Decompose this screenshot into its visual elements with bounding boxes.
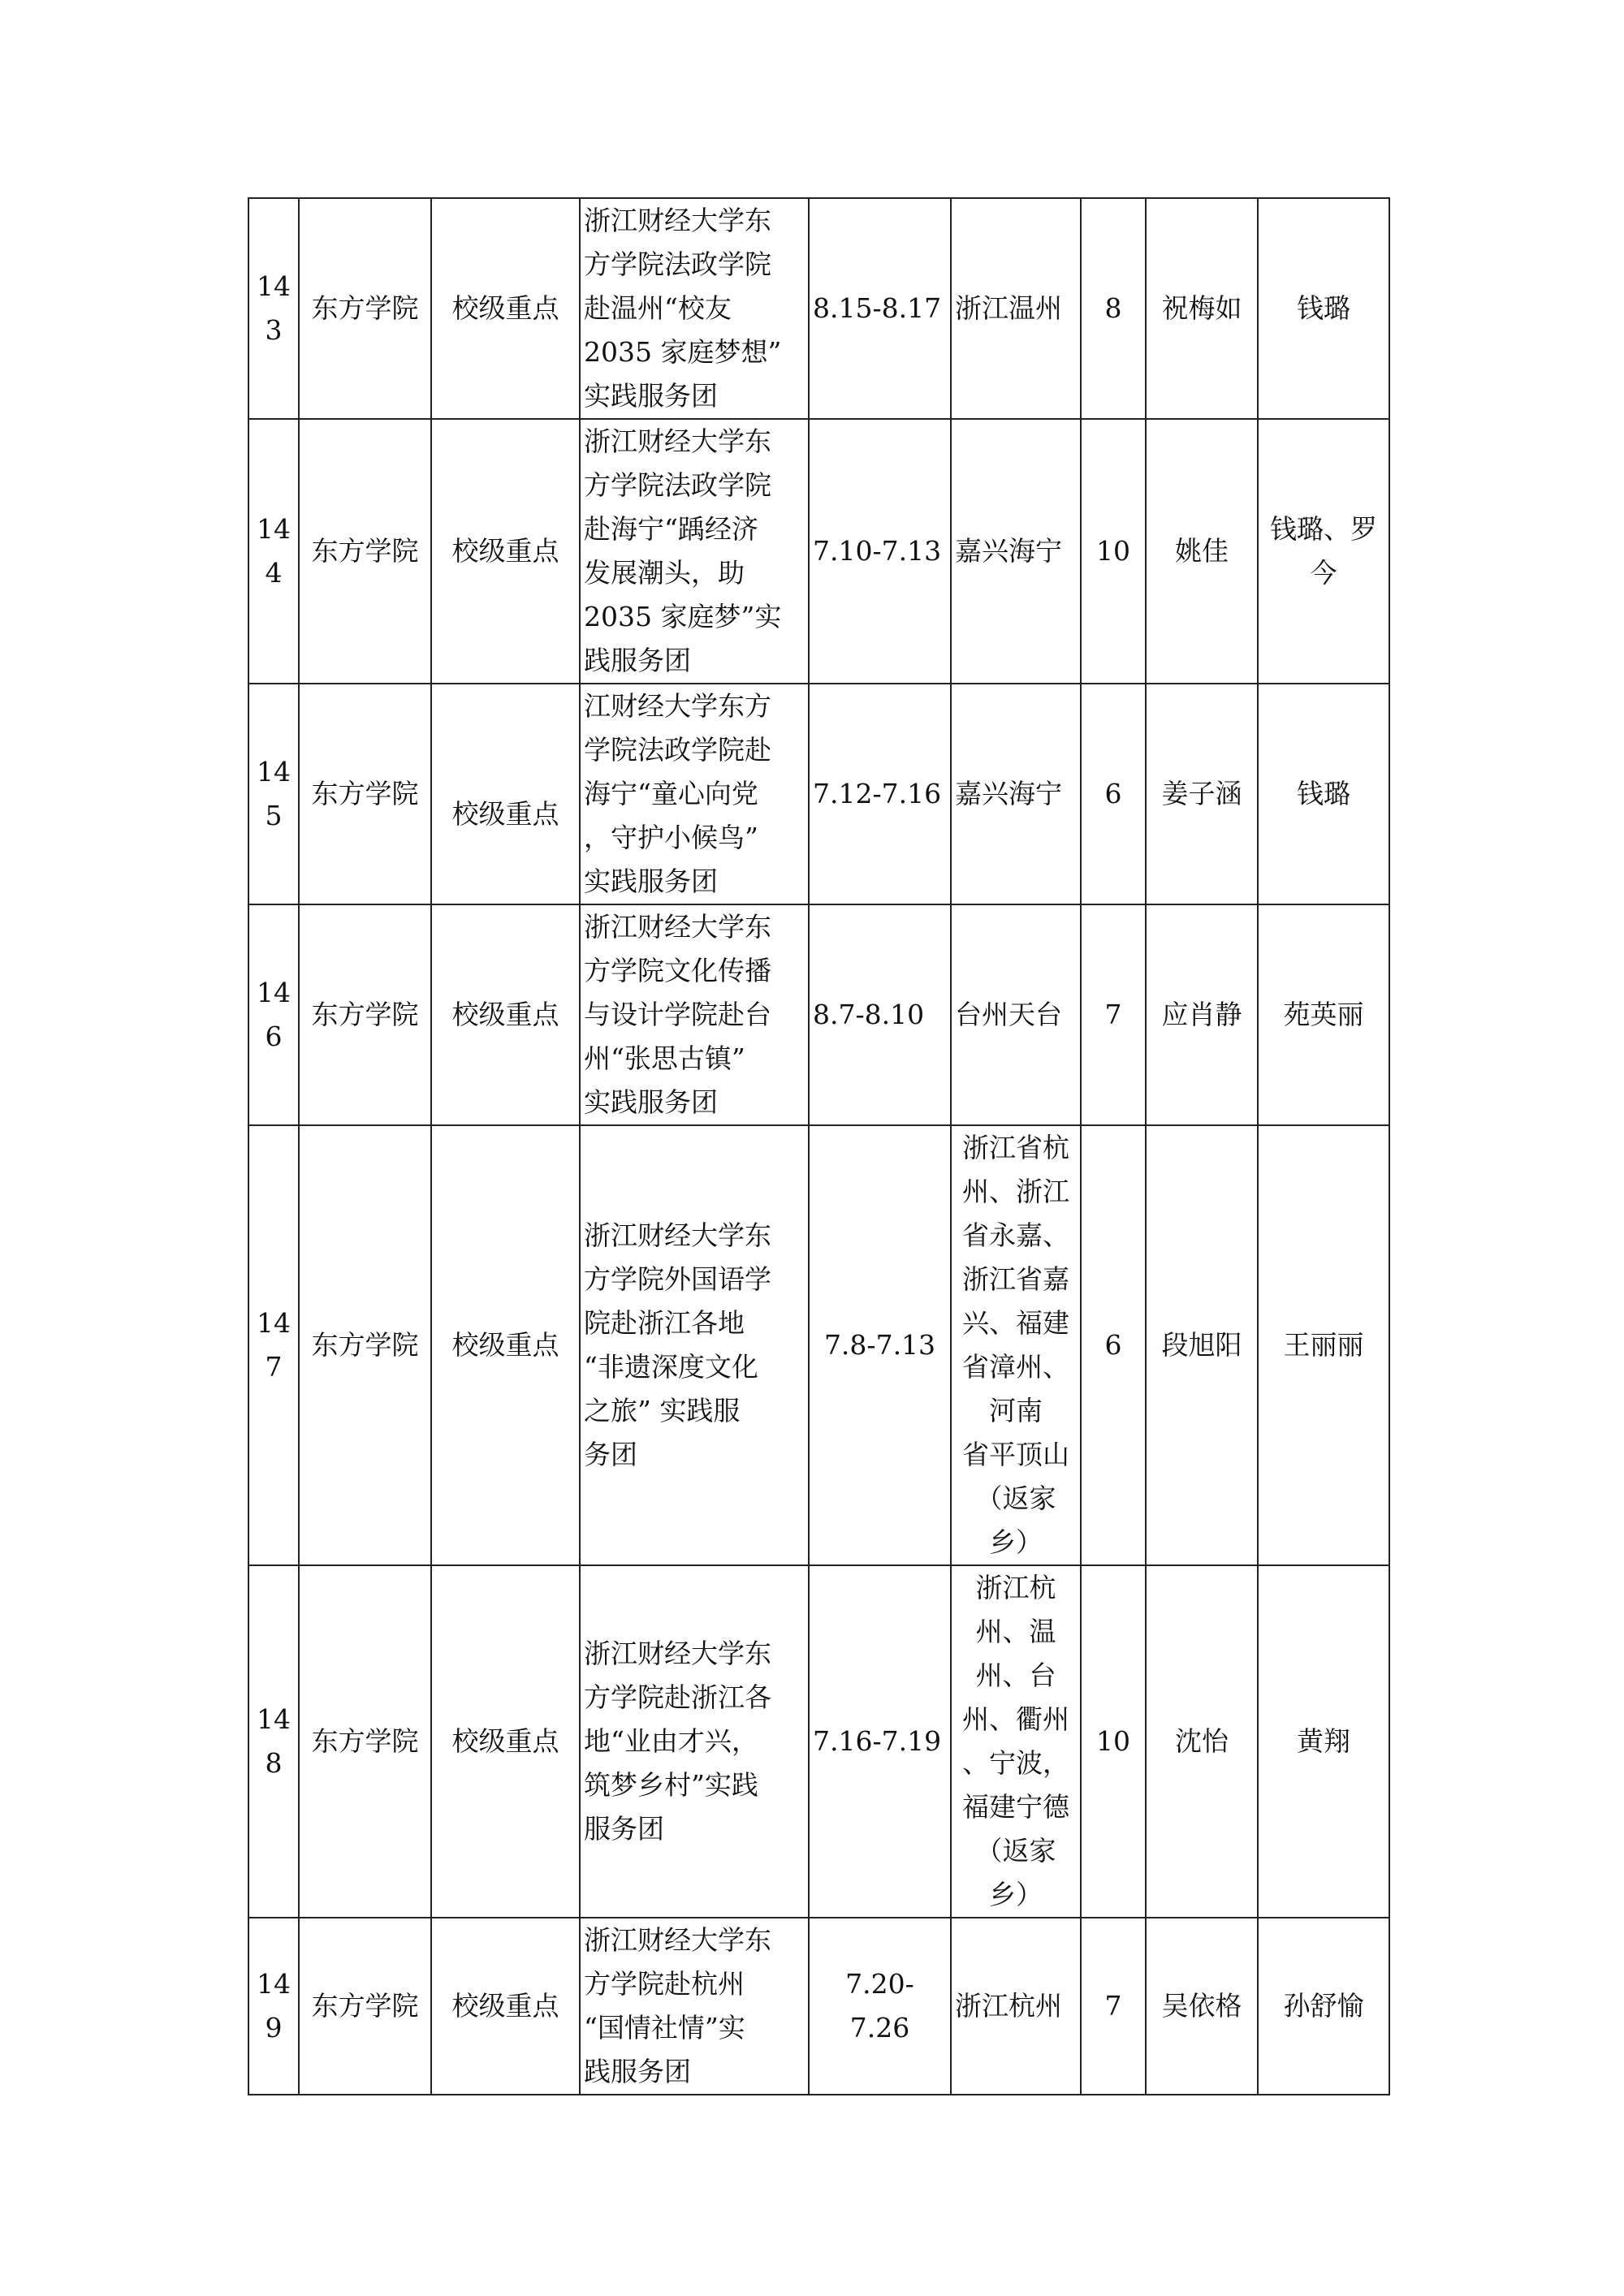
table-row xyxy=(248,1125,1389,1565)
project-name-cell-line: 实践服务团 xyxy=(584,380,718,412)
table-row xyxy=(248,198,1389,419)
location-cell-line: 浙江省杭 xyxy=(962,1132,1069,1163)
dates-cell-line: 7.26 xyxy=(849,2012,910,2044)
member-count-cell: 6 xyxy=(1081,1125,1146,1565)
dates-cell-line: 7.16-7.19 xyxy=(813,1725,942,1757)
advisor-cell-line: 孙舒愉 xyxy=(1283,1990,1364,2022)
leader-cell: 姚佳 xyxy=(1146,419,1258,684)
advisor-cell-line: 苑英丽 xyxy=(1283,999,1364,1030)
location-cell-line: 福建宁德 xyxy=(962,1791,1069,1823)
location-cell-line: （返家 xyxy=(975,1835,1056,1867)
project-name-cell-line: 实践服务团 xyxy=(584,865,718,897)
project-name-cell-line: 与设计学院赴台 xyxy=(584,999,771,1030)
row-number-cell: 144 xyxy=(248,419,299,684)
table-row xyxy=(248,684,1389,904)
dates-cell-line: 7.10-7.13 xyxy=(813,535,942,567)
row-number-cell: 145 xyxy=(248,684,299,904)
level-cell: 校级重点 xyxy=(431,1918,580,2095)
advisor-cell xyxy=(1258,684,1389,904)
table-row xyxy=(248,1565,1389,1918)
level-cell: 校级重点 xyxy=(431,419,580,684)
row-number-cell: 143 xyxy=(248,198,299,419)
leader-cell: 应肖静 xyxy=(1146,904,1258,1125)
project-name-cell-line: 2035 家庭梦”实 xyxy=(584,601,782,632)
dates-cell xyxy=(809,419,951,684)
member-count-cell: 7 xyxy=(1081,1918,1146,2095)
dates-cell-line: 8.7-8.10 xyxy=(813,999,925,1030)
advisor-cell xyxy=(1258,1125,1389,1565)
level-cell: 校级重点 xyxy=(431,904,580,1125)
advisor-cell-line: 王丽丽 xyxy=(1283,1329,1364,1361)
location-cell xyxy=(951,419,1081,684)
member-count-cell: 10 xyxy=(1081,1565,1146,1918)
project-name-cell-line: ，守护小候鸟” xyxy=(584,822,758,853)
location-cell xyxy=(951,1125,1081,1565)
location-cell xyxy=(951,1565,1081,1918)
location-cell-line: 兴、福建 xyxy=(962,1307,1069,1339)
location-cell-line: 省平顶山 xyxy=(962,1439,1069,1470)
location-cell-line: 州、台 xyxy=(975,1659,1056,1691)
project-name-cell xyxy=(580,904,809,1125)
location-cell-line: 浙江杭州 xyxy=(955,1990,1062,2022)
dates-cell xyxy=(809,904,951,1125)
dates-cell-line: 7.8-7.13 xyxy=(823,1329,936,1361)
advisor-cell xyxy=(1258,904,1389,1125)
project-name-cell-line: 方学院赴浙江各 xyxy=(584,1681,771,1713)
project-name-cell-line: 方学院外国语学 xyxy=(584,1263,771,1295)
project-name-cell-line: 方学院法政学院 xyxy=(584,469,771,501)
member-count-cell: 6 xyxy=(1081,684,1146,904)
location-cell-line: （返家 xyxy=(975,1482,1056,1514)
row-number-cell: 149 xyxy=(248,1918,299,2095)
college-cell: 东方学院 xyxy=(299,1918,431,2095)
project-name-cell-line: 务团 xyxy=(584,1439,637,1470)
location-cell-line: 嘉兴海宁 xyxy=(955,778,1062,809)
project-name-cell-line: 践服务团 xyxy=(584,645,691,676)
advisor-cell xyxy=(1258,419,1389,684)
level-cell: 校级重点 xyxy=(431,198,580,419)
project-name-cell-line: 实践服务团 xyxy=(584,1086,718,1118)
level-cell: 校级重点 xyxy=(431,1565,580,1918)
advisor-cell-line: 今 xyxy=(1310,557,1337,589)
location-cell-line: 乡） xyxy=(989,1526,1043,1558)
location-cell-line: 省漳州、 xyxy=(962,1351,1069,1383)
college-cell: 东方学院 xyxy=(299,1565,431,1918)
advisor-cell xyxy=(1258,198,1389,419)
college-cell: 东方学院 xyxy=(299,1125,431,1565)
project-name-cell-line: 方学院赴杭州 xyxy=(584,1968,745,2000)
advisor-cell xyxy=(1258,1565,1389,1918)
location-cell xyxy=(951,904,1081,1125)
project-name-cell-line: 2035 家庭梦想” xyxy=(584,336,782,368)
project-name-cell-line: 学院法政学院赴 xyxy=(584,734,771,766)
table-row xyxy=(248,904,1389,1125)
dates-cell-line: 7.20- xyxy=(845,1968,914,2000)
leader-cell: 沈怡 xyxy=(1146,1565,1258,1918)
dates-cell xyxy=(809,1565,951,1918)
college-cell: 东方学院 xyxy=(299,198,431,419)
project-name-cell-line: 方学院文化传播 xyxy=(584,955,771,986)
location-cell-line: 乡） xyxy=(989,1879,1043,1910)
project-name-cell xyxy=(580,684,809,904)
project-name-cell-line: “国情社情”实 xyxy=(584,2012,745,2044)
leader-cell: 段旭阳 xyxy=(1146,1125,1258,1565)
project-name-cell-line: 方学院法政学院 xyxy=(584,248,771,280)
project-name-cell-line: 浙江财经大学东 xyxy=(584,205,771,236)
level-cell: 校级重点 xyxy=(431,684,580,904)
location-cell-line: 省永嘉、 xyxy=(962,1219,1069,1251)
level-cell: 校级重点 xyxy=(431,1125,580,1565)
row-number-cell: 147 xyxy=(248,1125,299,1565)
project-name-cell-line: 赴海宁“踽经济 xyxy=(584,513,758,545)
location-cell xyxy=(951,198,1081,419)
college-cell: 东方学院 xyxy=(299,419,431,684)
project-name-cell-line: 发展潮头，助 xyxy=(584,557,745,589)
leader-cell: 吴依格 xyxy=(1146,1918,1258,2095)
table-body xyxy=(248,198,1389,2095)
member-count-cell: 8 xyxy=(1081,198,1146,419)
dates-cell xyxy=(809,684,951,904)
location-cell-line: 嘉兴海宁 xyxy=(955,535,1062,567)
location-cell-line: 、宁波， xyxy=(962,1747,1069,1779)
location-cell-line: 浙江省嘉 xyxy=(962,1263,1069,1295)
dates-cell xyxy=(809,1125,951,1565)
project-name-cell-line: 州“张思古镇” xyxy=(584,1042,745,1074)
project-name-cell-line: 海宁“童心向党 xyxy=(584,778,758,809)
location-cell-line: 州、衢州 xyxy=(962,1703,1069,1735)
project-name-cell-line: 践服务团 xyxy=(584,2056,691,2087)
project-name-cell xyxy=(580,198,809,419)
dates-cell xyxy=(809,1918,951,2095)
project-name-cell-line: 浙江财经大学东 xyxy=(584,1638,771,1669)
project-name-cell xyxy=(580,1125,809,1565)
project-name-cell-line: 筑梦乡村”实践 xyxy=(584,1769,758,1801)
project-name-cell xyxy=(580,1918,809,2095)
project-table xyxy=(248,197,1390,2095)
table-row xyxy=(248,1918,1389,2095)
project-name-cell-line: “非遗深度文化 xyxy=(584,1351,758,1383)
advisor-cell-line: 黄翔 xyxy=(1297,1725,1350,1757)
row-number-cell: 148 xyxy=(248,1565,299,1918)
dates-cell-line: 8.15-8.17 xyxy=(813,292,942,324)
project-name-cell-line: 浙江财经大学东 xyxy=(584,911,771,943)
location-cell-line: 州、浙江 xyxy=(962,1176,1069,1207)
advisor-cell xyxy=(1258,1918,1389,2095)
project-name-cell-line: 浙江财经大学东 xyxy=(584,1924,771,1956)
row-number-cell: 146 xyxy=(248,904,299,1125)
dates-cell-line: 7.12-7.16 xyxy=(813,778,942,809)
leader-cell: 祝梅如 xyxy=(1146,198,1258,419)
location-cell xyxy=(951,684,1081,904)
project-name-cell-line: 地“业由才兴， xyxy=(584,1725,758,1757)
advisor-cell-line: 钱璐、罗 xyxy=(1270,513,1377,545)
project-name-cell-line: 院赴浙江各地 xyxy=(584,1307,745,1339)
location-cell-line: 浙江温州 xyxy=(955,292,1062,324)
member-count-cell: 7 xyxy=(1081,904,1146,1125)
project-name-cell-line: 浙江财经大学东 xyxy=(584,1219,771,1251)
leader-cell: 姜子涵 xyxy=(1146,684,1258,904)
location-cell-line: 台州天台 xyxy=(955,999,1062,1030)
project-name-cell xyxy=(580,419,809,684)
location-cell-line: 浙江杭 xyxy=(975,1572,1056,1603)
member-count-cell: 10 xyxy=(1081,419,1146,684)
table-row xyxy=(248,419,1389,684)
college-cell: 东方学院 xyxy=(299,904,431,1125)
project-name-cell-line: 浙江财经大学东 xyxy=(584,425,771,457)
location-cell-line: 州、温 xyxy=(975,1616,1056,1647)
location-cell-line: 河南 xyxy=(989,1395,1043,1426)
location-cell xyxy=(951,1918,1081,2095)
project-name-cell xyxy=(580,1565,809,1918)
advisor-cell-line: 钱璐 xyxy=(1297,778,1350,809)
dates-cell xyxy=(809,198,951,419)
project-name-cell-line: 服务团 xyxy=(584,1813,664,1845)
project-name-cell-line: 赴温州“校友 xyxy=(584,292,732,324)
project-name-cell-line: 江财经大学东方 xyxy=(584,690,771,722)
advisor-cell-line: 钱璐 xyxy=(1297,292,1350,324)
college-cell: 东方学院 xyxy=(299,684,431,904)
project-name-cell-line: 之旅” 实践服 xyxy=(584,1395,741,1426)
